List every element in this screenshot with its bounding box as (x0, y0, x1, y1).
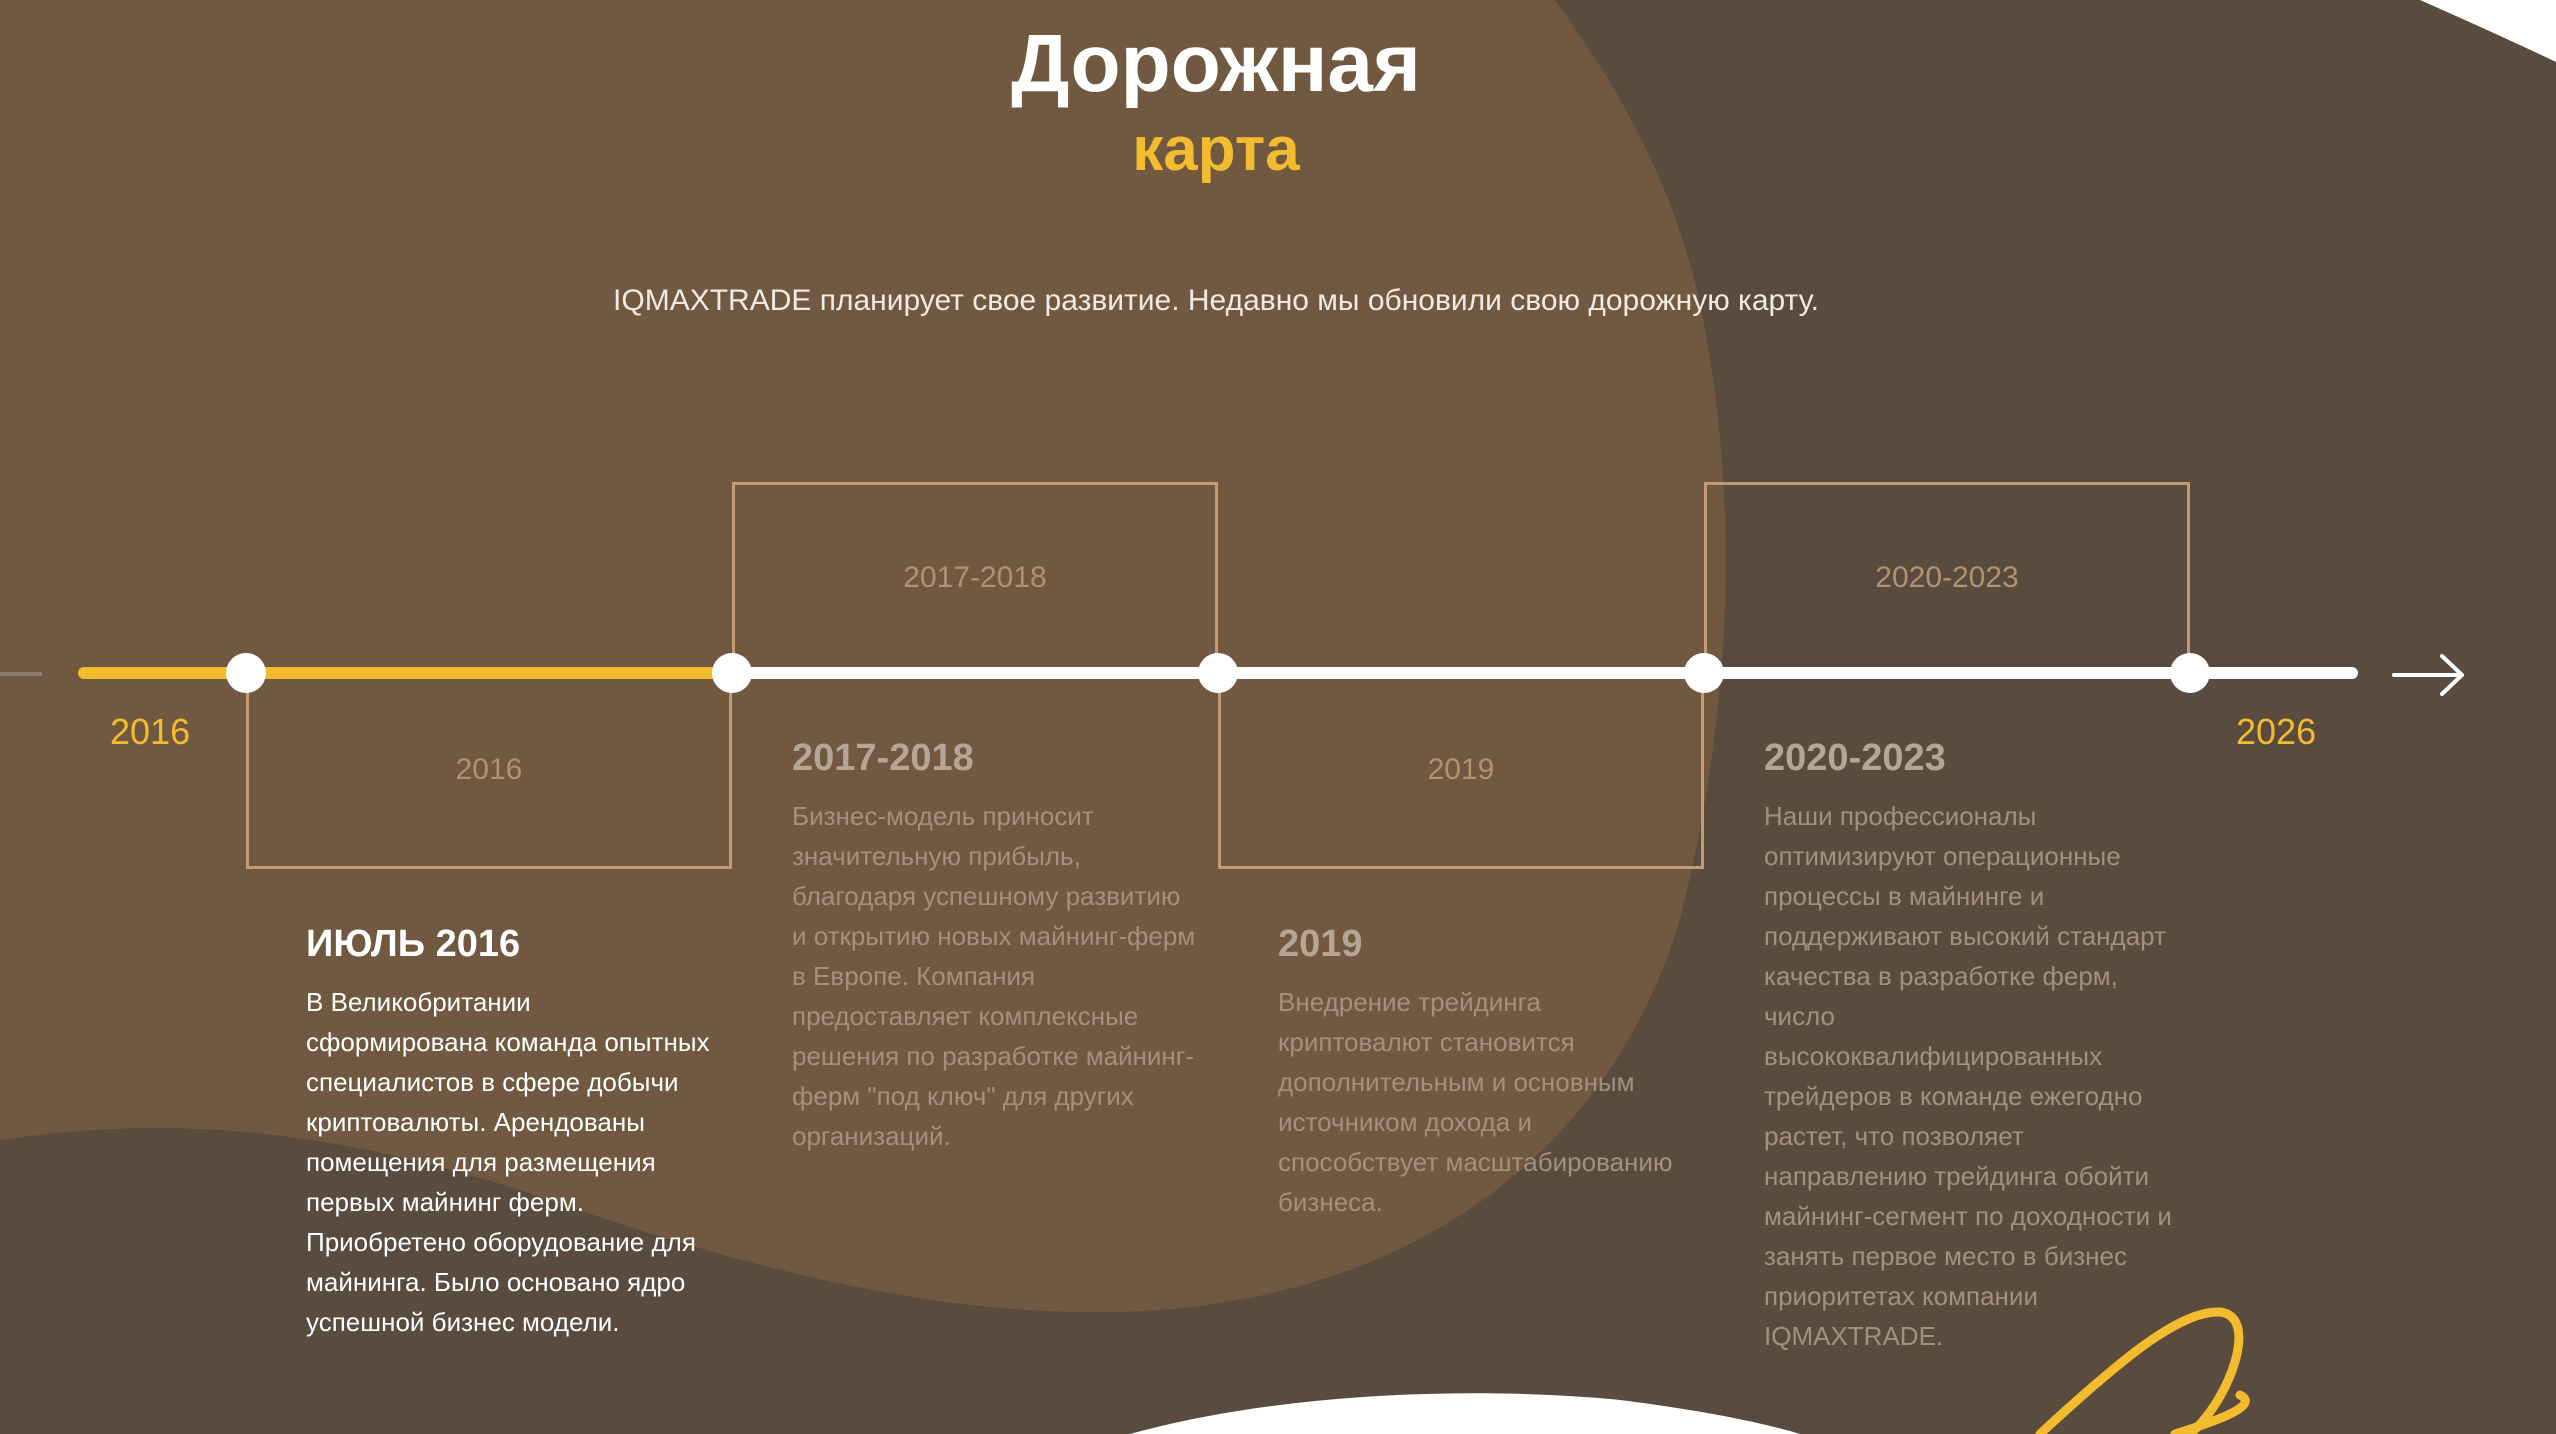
timeline-node-2017-2018[interactable] (712, 653, 752, 693)
page-title: Дорожная (1011, 18, 1421, 109)
timeline-track-pending (730, 667, 2358, 679)
tab-2020-2023[interactable] (1704, 482, 2190, 673)
roadmap-item-2016 (306, 920, 716, 1342)
timeline-node-2019[interactable] (1198, 653, 1238, 693)
item-heading: 2020-2023 (1764, 737, 1946, 779)
timeline-node-2016[interactable] (226, 653, 266, 693)
tab-2019[interactable] (1218, 673, 1704, 869)
timeline-track-done (78, 667, 734, 679)
item-heading: 2017-2018 (792, 737, 974, 779)
corner-white-shape (2420, 0, 2556, 62)
timeline-node-end[interactable] (2170, 653, 2210, 693)
tab-label: 2017-2018 (903, 561, 1047, 594)
roadmap-item-2019 (1278, 920, 1688, 1222)
tab-label: 2020-2023 (1875, 561, 2019, 594)
roadmap-item-2017-2018 (792, 734, 1202, 1156)
item-body: Бизнес-модель приносит значительную прибыль, благодаря успешному развитию и открытию новых майнинг-ферм в Европе. Компания предоставляет комплексные решения по разработке майнинг-ферм "под ключ" для других организаций. (792, 801, 1196, 1151)
item-body: В Великобритании сформирована команда опытных специалистов в сфере добычи криптовалюты. Арендованы помещения для размещения первых майнинг ферм. Приобретено оборудование для майнинга. Было основано ядро успешной бизнес модели. (306, 987, 710, 1337)
item-heading: ИЮЛЬ 2016 (306, 923, 521, 965)
bottom-white-shape (1130, 1393, 1800, 1434)
tab-2017-2018[interactable] (732, 482, 1218, 673)
roadmap-item-2020-2023 (1764, 734, 2174, 1356)
tab-label: 2016 (455, 753, 523, 786)
arrow-right-icon[interactable] (2390, 650, 2470, 700)
timeline-start-year: 2016 (110, 711, 191, 752)
tab-label: 2019 (1427, 753, 1495, 786)
timeline-end-year: 2026 (2236, 711, 2317, 752)
tab-2016[interactable] (246, 673, 732, 869)
item-body: Внедрение трейдинга криптовалют становится дополнительным и основным источником дохода и способствует масштабированию бизнеса. (1278, 987, 1673, 1217)
timeline-node-2020-2023[interactable] (1684, 653, 1724, 693)
item-body: Наши профессионалы оптимизируют операционные процессы в майнинге и поддерживают высокий стандарт качества в разработке ферм, число высококвалифицированных трейдеров в команде ежегодно растет, что позволяет направлению трейдинга обойти майнинг-сегмент по доходности и занять первое место в бизнес приоритетах компании IQMAXTRADE. (1764, 801, 2172, 1351)
item-heading: 2019 (1278, 923, 1363, 965)
page-title-accent: карта (1132, 115, 1300, 184)
timeline-prev-dash (0, 672, 42, 676)
page-subtitle: IQMAXTRADE планирует свое развитие. Недавно мы обновили свою дорожную карту. (613, 284, 1819, 317)
